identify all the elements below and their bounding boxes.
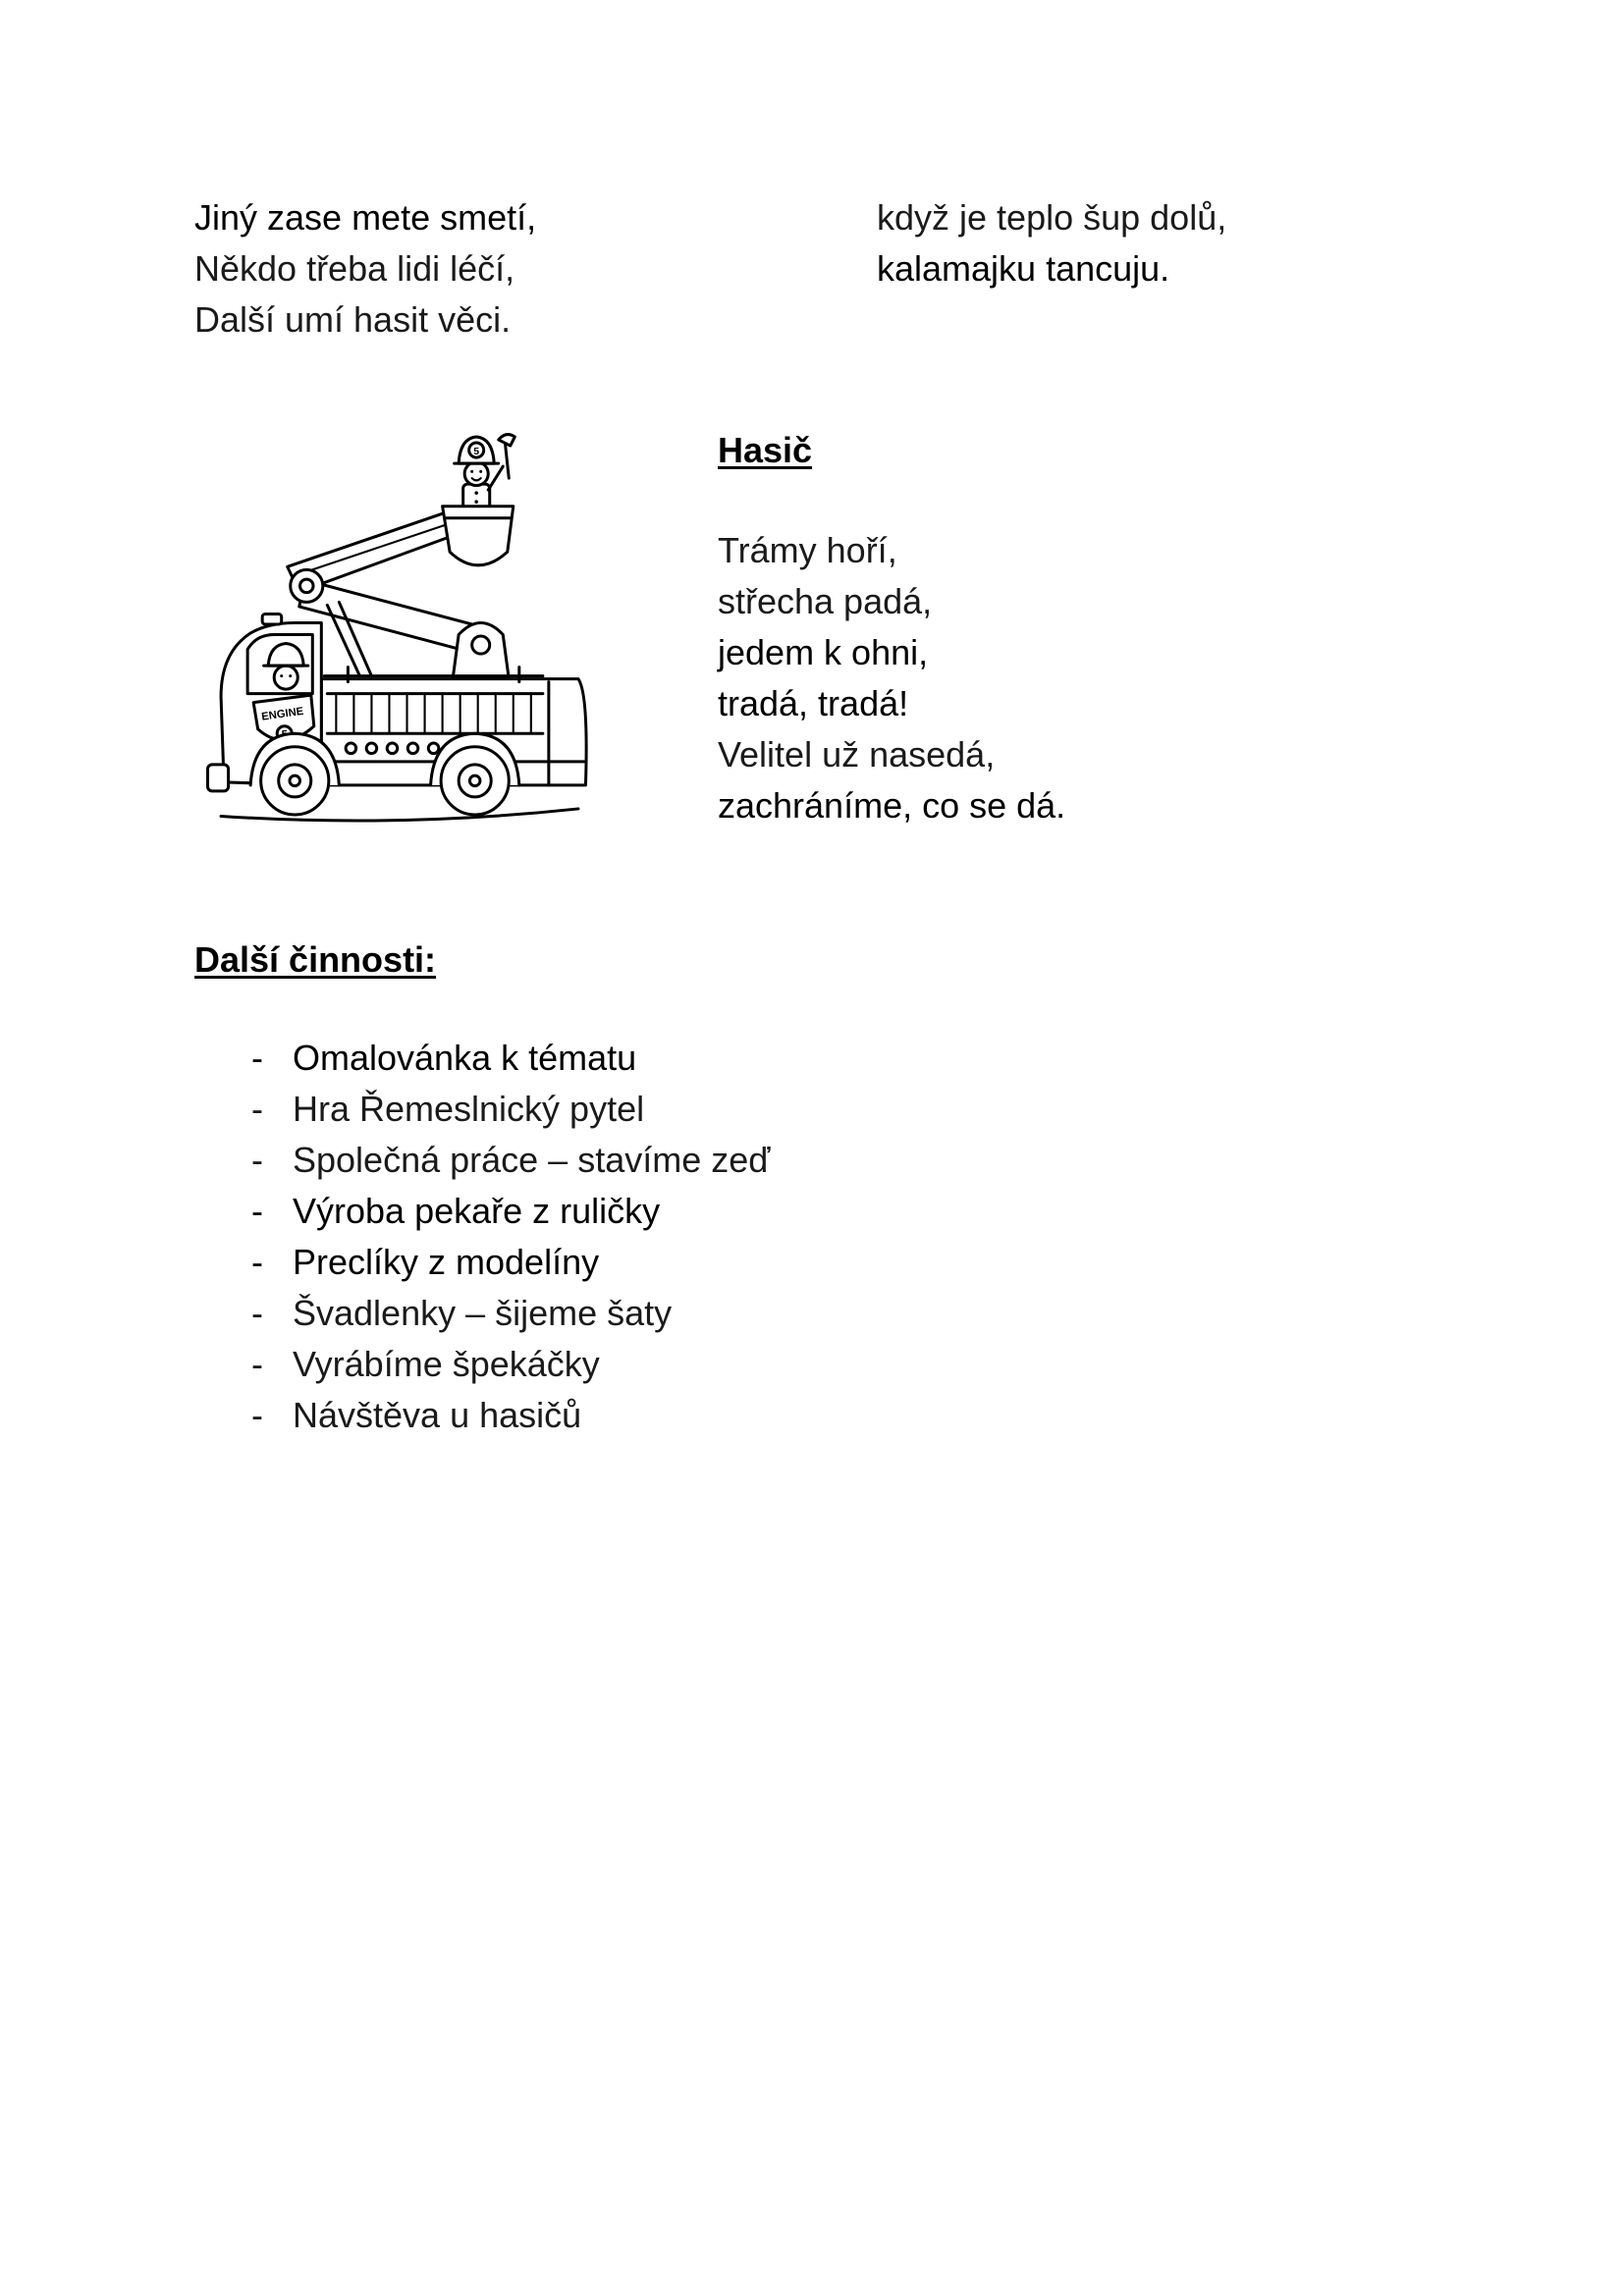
poem-title: Hasič [718, 430, 813, 470]
poem-line: zachráníme, co se dá. [718, 785, 1066, 826]
list-item-text: Společná práce – stavíme zeď [293, 1140, 771, 1180]
poem-line: Trámy hoří, [718, 530, 897, 570]
poem-line: kalamajku tancuju. [877, 248, 1170, 289]
poem-line: Někdo třeba lidi léčí, [194, 248, 515, 289]
lower-boom-arm [299, 580, 472, 676]
poem-line: Jiný zase mete smetí, [194, 197, 537, 238]
list-bullet: - [251, 1038, 263, 1078]
ground-line [221, 809, 578, 821]
list-item-text: Preclíky z modelíny [293, 1242, 600, 1282]
poem-left-column [194, 192, 536, 346]
list-item-text: Švadlenky – šijeme šaty [293, 1293, 673, 1333]
list-bullet: - [251, 1395, 263, 1435]
poem-line: Další umí hasit věci. [194, 299, 512, 340]
list-bullet: - [251, 1140, 263, 1180]
list-item-text: Omalovánka k tématu [293, 1038, 637, 1078]
poem-line: tradá, tradá! [718, 683, 909, 723]
list-bullet: - [251, 1344, 263, 1384]
section-heading: Další činnosti: [194, 939, 437, 980]
boom-joint [291, 569, 323, 602]
boom-turret [453, 622, 509, 678]
list-item-text: Hra Řemeslnický pytel [293, 1089, 645, 1129]
rear-wheel [441, 747, 509, 815]
list-bullet: - [251, 1089, 263, 1129]
list-bullet: - [251, 1293, 263, 1333]
hasic-poem [718, 525, 1065, 831]
boom-bucket [443, 507, 514, 565]
list-item-text: Návštěva u hasičů [293, 1395, 582, 1435]
list-bullet: - [251, 1191, 263, 1231]
poem-right-column [877, 192, 1226, 294]
engine-badge-text: ENGINE [260, 705, 305, 723]
list-item-text: Výroba pekaře z ruličky [293, 1191, 661, 1231]
poem-line: když je teplo šup dolů, [877, 197, 1227, 238]
poem-line: Velitel už nasedá, [718, 734, 996, 774]
helmet-number: 5 [473, 446, 480, 458]
bucket-firefighter [455, 435, 515, 511]
poem-line: jedem k ohni, [718, 632, 929, 672]
front-wheel [261, 747, 329, 815]
list-bullet: - [251, 1242, 263, 1282]
fire-truck-illustration [206, 428, 593, 835]
list-item-text: Vyrábíme špekáčky [293, 1344, 600, 1384]
poem-line: střecha padá, [718, 581, 933, 621]
